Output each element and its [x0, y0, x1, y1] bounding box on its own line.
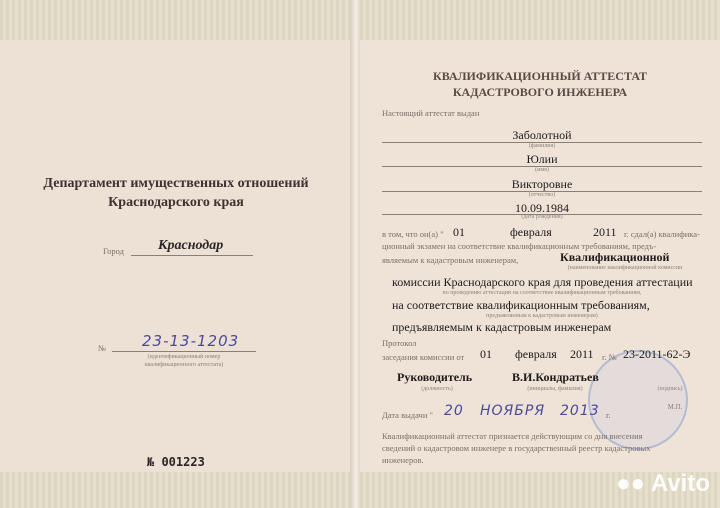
birth-caption: (дата рождения) — [521, 214, 563, 220]
signer-name: В.И.Кондратьев — [512, 370, 599, 384]
id-number: 23-13-1203 — [142, 332, 240, 350]
birth-date: 10.09.1984 — [515, 201, 569, 215]
avito-dots-icon: ●● — [616, 470, 646, 497]
city-label: Город — [103, 246, 124, 256]
name-caption: (имя) — [535, 167, 549, 173]
issue-suffix: г. — [606, 410, 611, 420]
first-name: Юлии — [526, 152, 558, 166]
patronymic-caption: (отчество) — [528, 192, 556, 198]
validity-text-2: сведений о кадастровом инженере в государственный реестр кадастровых — [382, 443, 651, 453]
id-caption-1: (идентификационный номер — [147, 354, 221, 360]
protocol-year: 2011 — [570, 347, 594, 361]
number-label: № — [98, 343, 107, 353]
commission-line-4: предъявляемым к кадастровым инженерам — [392, 320, 612, 334]
exam-month: февраля — [510, 225, 552, 239]
id-number-line — [112, 351, 256, 352]
issuer-line-1: Департамент имущественных отношений — [43, 176, 309, 191]
issuer-line-2: Краснодарского края — [108, 195, 244, 210]
exam-year: 2011 — [593, 225, 617, 239]
position-caption: (должность) — [421, 386, 453, 392]
title-line-2: КАДАСТРОВОГО ИНЖЕНЕРА — [452, 85, 628, 99]
exam-day: 01 — [453, 225, 465, 239]
protocol-day: 01 — [480, 347, 492, 361]
avito-watermark — [616, 470, 710, 498]
protocol-prefix: заседания комиссии от — [382, 352, 465, 362]
left-page — [0, 0, 352, 508]
protocol-month: февраля — [515, 347, 557, 361]
decorative-border-bottom — [0, 472, 352, 508]
commission-caption-1: (наименование квалификационной комиссии — [567, 265, 683, 271]
patronymic: Викторовне — [511, 177, 573, 191]
stamp-label: М.П. — [667, 403, 683, 411]
issue-day: 20 — [444, 403, 464, 419]
decorative-border-top — [360, 0, 720, 40]
issue-year: 2013 — [560, 403, 600, 419]
commission-line-3: на соответствие квалификационным требованиям, — [392, 298, 650, 312]
serial-number: № 001223 — [147, 455, 205, 469]
exam-prefix: в том, что он(а) " — [382, 229, 444, 239]
title-line-1: КВАЛИФИКАЦИОННЫЙ АТТЕСТАТ — [433, 69, 647, 83]
commission-caption-3: предъявляемым к кадастровым инженерам) — [486, 313, 598, 319]
signature-caption: (подпись) — [657, 386, 683, 392]
exam-text-2: ционный экзамен на соответствие квалификационным требованиям, предъ- — [382, 241, 657, 251]
city-value: Краснодар — [158, 238, 224, 253]
id-caption-2: квалификационного аттестата) — [144, 362, 224, 368]
issue-month: НОЯБРЯ — [480, 403, 546, 419]
validity-text-3: инженеров. — [382, 455, 424, 465]
surname-caption: (фамилия) — [528, 143, 556, 149]
exam-text-3: являемым к кадастровым инженерам, — [382, 255, 519, 265]
surname: Заболотной — [512, 128, 572, 142]
signer-caption: (инициалы, фамилия) — [527, 386, 583, 392]
protocol-label: Протокол — [382, 338, 417, 348]
decorative-border-top — [0, 0, 352, 40]
issue-date-label: Дата выдачи " — [382, 410, 433, 420]
validity-text-1: Квалификационный аттестат признается действующим со дня внесения — [382, 431, 643, 441]
city-line — [131, 255, 253, 256]
signer-position: Руководитель — [397, 370, 473, 384]
commission-line-2: комиссии Краснодарского края для проведения аттестации — [392, 275, 693, 289]
protocol-number-label: г. № — [602, 352, 617, 362]
avito-watermark-text: Avito — [650, 470, 710, 497]
issued-to-label: Настоящий аттестат выдан — [382, 108, 480, 118]
protocol-number: 23-2011-62-Э — [623, 347, 691, 361]
exam-suffix: г. сдал(а) квалифика- — [624, 229, 700, 239]
commission-caption-2: по проведению аттестации на соответствие квалификационным требованиям, — [442, 290, 642, 296]
commission-line-1: Квалификационной — [560, 250, 670, 264]
